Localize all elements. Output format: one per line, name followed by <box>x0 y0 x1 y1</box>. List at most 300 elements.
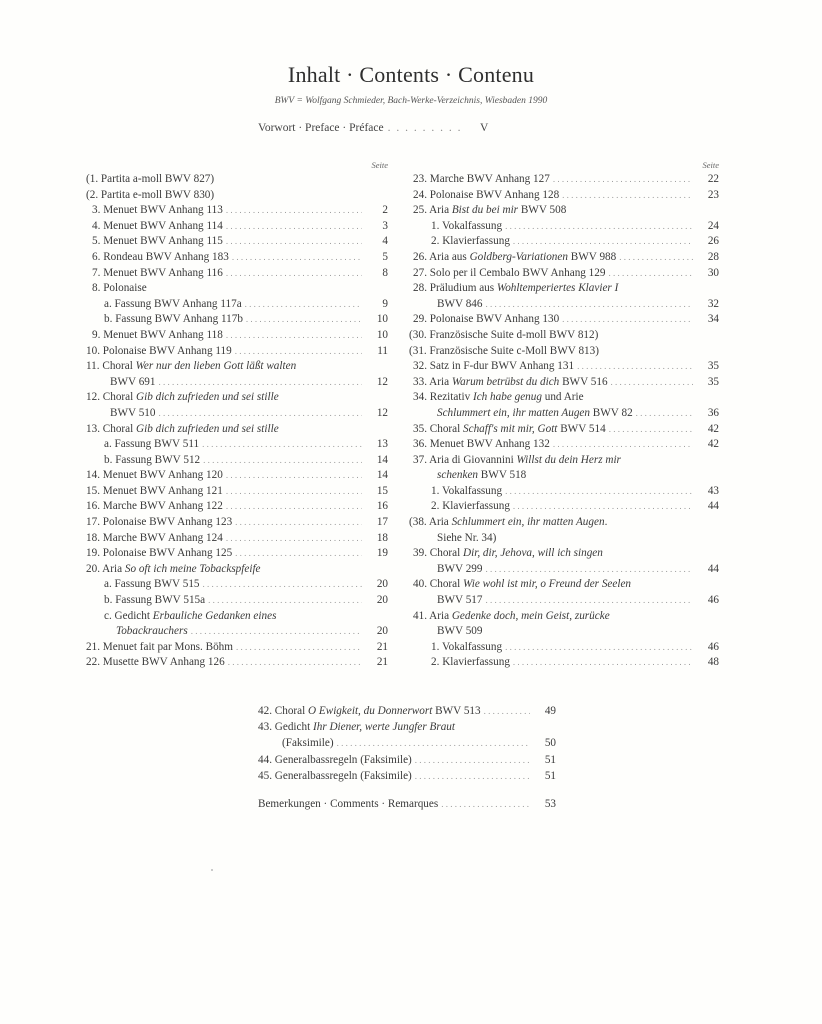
toc-entry <box>86 515 388 531</box>
toc-entry-title <box>437 624 482 640</box>
toc-entry <box>413 624 719 640</box>
entry-text: 7. Menuet BWV Anhang 116 <box>92 266 223 279</box>
page-number: 46 <box>707 594 719 607</box>
leader-dots <box>636 406 693 422</box>
toc-entry-title <box>437 297 482 313</box>
toc-entry <box>413 655 719 671</box>
leader-dots <box>232 250 362 266</box>
page-number: 12 <box>376 406 388 419</box>
leader-dots <box>226 484 362 500</box>
entry-text: 16. Marche BWV Anhang 122 <box>86 500 223 513</box>
page-number: 20 <box>376 625 388 638</box>
entry-text: 6. Rondeau BWV Anhang 183 <box>92 250 229 263</box>
toc-entry <box>86 219 388 235</box>
toc-entry-title <box>104 593 205 609</box>
entry-italic-title: So oft ich meine Tobackspfeife <box>124 562 261 575</box>
toc-entry <box>413 359 719 375</box>
leader-dots <box>485 297 693 313</box>
leader-dots <box>505 484 693 500</box>
toc-entry <box>86 344 388 360</box>
entry-text: 24. Polonaise BWV Anhang 128 <box>413 188 560 201</box>
entry-text: 21. Menuet fait par Mons. Böhm <box>86 640 233 653</box>
toc-entry-title <box>437 531 496 547</box>
entry-italic-title: Goldberg-Variationen <box>469 250 568 263</box>
page-number: 17 <box>376 516 388 529</box>
entry-text: BWV 846 <box>437 297 483 310</box>
page-number: 18 <box>376 531 388 544</box>
page-number: 34 <box>707 313 719 326</box>
leader-dots <box>505 219 693 235</box>
toc-entry <box>86 234 388 250</box>
toc-entry-title <box>86 188 214 204</box>
toc-entry <box>86 640 388 656</box>
entry-italic-title: Warum betrübst du dich <box>451 375 560 388</box>
page-number: 51 <box>544 769 556 782</box>
leader-dots <box>235 344 362 360</box>
entry-text-suffix: BWV 514 <box>557 422 606 435</box>
entry-text: 28. Präludium aus <box>413 282 497 295</box>
leader-dots <box>158 375 362 391</box>
page-number: 4 <box>382 235 388 248</box>
toc-entry <box>86 390 388 406</box>
entry-text: 45. Generalbassregeln (Faksimile) <box>258 769 412 782</box>
toc-entry-title <box>86 562 261 578</box>
page-number: 26 <box>707 235 719 248</box>
toc-entry <box>413 453 719 469</box>
entry-text: 41. Aria <box>413 609 452 622</box>
leader-dots <box>228 655 362 671</box>
toc-entry-title <box>86 172 214 188</box>
toc-entry <box>86 359 388 375</box>
entry-text: 33. Aria <box>413 375 452 388</box>
toc-entry <box>409 328 719 344</box>
toc-entry <box>413 609 719 625</box>
toc-entry <box>86 312 388 328</box>
entry-italic-title: schenken <box>437 469 478 482</box>
page-number: 44 <box>707 500 719 513</box>
entry-text: 19. Polonaise BWV Anhang 125 <box>86 547 233 560</box>
page-number: 14 <box>376 469 388 482</box>
entry-text: 8. Polonaise <box>92 282 147 295</box>
toc-entry <box>413 422 719 438</box>
entry-text-suffix: BWV 508 <box>518 204 567 217</box>
page-number: 35 <box>707 360 719 373</box>
entry-text: 9. Menuet BWV Anhang 118 <box>92 328 223 341</box>
toc-entry-title <box>92 328 223 344</box>
toc-entry <box>413 468 719 484</box>
toc-entry <box>413 577 719 593</box>
entry-text: 44. Generalbassregeln (Faksimile) <box>258 753 412 766</box>
page-number: 21 <box>376 640 388 653</box>
entry-text: 14. Menuet BWV Anhang 120 <box>86 469 223 482</box>
toc-entry-title <box>431 219 502 235</box>
toc-entry-title <box>86 515 232 531</box>
toc-entry <box>413 266 719 282</box>
entry-text: BWV 517 <box>437 594 483 607</box>
page-number: 8 <box>382 266 388 279</box>
entry-text-suffix: BWV 518 <box>478 469 527 482</box>
leader-dots <box>562 188 693 204</box>
entry-italic-title: Schlummert ein, ihr matten Augen <box>437 406 590 419</box>
toc-entry <box>86 593 388 609</box>
toc-entry <box>86 375 388 391</box>
toc-entry <box>86 281 388 297</box>
toc-entry <box>413 188 719 204</box>
toc-entry-title <box>86 344 232 360</box>
entry-italic-title: Ich habe genug <box>472 391 542 404</box>
entry-italic-title: Bist du bei mir <box>451 204 519 217</box>
toc-entry <box>86 172 388 188</box>
preface-entry <box>258 122 516 134</box>
toc-entry-title <box>104 297 242 313</box>
entry-text: 10. Polonaise BWV Anhang 119 <box>86 344 232 357</box>
toc-entry <box>409 515 719 531</box>
toc-entry <box>86 531 388 547</box>
entry-italic-title: Gedenke doch, mein Geist, zurücke <box>451 609 610 622</box>
page-column-label: Seite <box>702 160 719 170</box>
entry-text: 5. Menuet BWV Anhang 115 <box>92 235 223 248</box>
toc-entry <box>86 577 388 593</box>
toc-entry-title <box>104 453 200 469</box>
page-number: 10 <box>376 313 388 326</box>
entry-text-suffix: BWV 82 <box>589 406 633 419</box>
toc-entry <box>86 624 388 640</box>
leader-dots <box>226 468 362 484</box>
toc-entry <box>86 655 388 671</box>
toc-entry-title <box>431 484 502 500</box>
entry-text: 29. Polonaise BWV Anhang 130 <box>413 313 560 326</box>
toc-entry-title <box>116 624 188 640</box>
entry-text: (31. Französische Suite c-Moll BWV 813) <box>409 344 599 357</box>
toc-entry <box>86 609 388 625</box>
leader-dots <box>202 437 362 453</box>
toc-entry <box>86 406 388 422</box>
toc-entry-title <box>258 768 412 784</box>
toc-entry-title <box>86 640 233 656</box>
toc-entry-title <box>104 577 200 593</box>
leader-dots <box>609 422 693 438</box>
page-number: 36 <box>707 406 719 419</box>
leader-dots <box>484 703 530 719</box>
toc-entry-title <box>86 484 223 500</box>
entry-italic-title: Wer nur den lieben Gott läßt walten <box>135 360 297 373</box>
entry-text: 35. Choral <box>413 422 464 435</box>
entry-text: 39. Choral <box>413 547 464 560</box>
leader-dots <box>226 266 362 282</box>
entry-text-suffix: . <box>604 516 608 529</box>
toc-left-column <box>86 160 388 671</box>
toc-entry <box>413 375 719 391</box>
toc-entry-title <box>413 375 608 391</box>
leader-dots <box>562 312 693 328</box>
toc-entry-title <box>86 499 223 515</box>
toc-entry-title <box>431 499 510 515</box>
entry-text: 13. Choral <box>86 422 137 435</box>
page-number: 35 <box>707 375 719 388</box>
entry-text: 42. Choral <box>258 705 309 717</box>
entry-text: (Faksimile) <box>282 737 334 750</box>
toc-entry-title <box>104 312 243 328</box>
toc-entry-title <box>110 375 155 391</box>
leader-dots <box>513 499 693 515</box>
page-number: 16 <box>376 500 388 513</box>
page-number: 48 <box>707 656 719 669</box>
leader-dots <box>226 328 362 344</box>
toc-entry-title <box>92 250 229 266</box>
page-number: 14 <box>376 453 388 466</box>
leader-dots <box>337 735 530 751</box>
entry-text: Siehe Nr. 34) <box>437 531 497 544</box>
entry-text-suffix: BWV 513 <box>432 705 481 717</box>
toc-entry <box>86 328 388 344</box>
entry-text: 11. Choral <box>86 360 136 373</box>
leader-dots <box>577 359 693 375</box>
toc-entry-title <box>258 703 481 719</box>
entry-text-suffix: BWV 988 <box>567 250 617 263</box>
toc-entry <box>413 203 719 219</box>
toc-entry-title <box>413 188 559 204</box>
entry-italic-title: Tobackrauchers <box>116 625 188 638</box>
remarks-page-number: 53 <box>544 798 556 810</box>
entry-text: 12. Choral <box>86 391 137 404</box>
page-number: 30 <box>707 266 719 279</box>
leader-dots <box>226 234 362 250</box>
page-number: 23 <box>707 188 719 201</box>
leader-dots <box>208 593 362 609</box>
toc-entry-title <box>413 437 550 453</box>
entry-text: 37. Aria di Giovannini <box>413 453 517 466</box>
toc-entry-title <box>86 546 232 562</box>
toc-entry-title <box>413 203 566 219</box>
leader-dots <box>441 797 530 813</box>
entry-text: 2. Klavierfassung <box>431 235 510 248</box>
page-number: 9 <box>382 297 388 310</box>
toc-entry <box>413 172 719 188</box>
toc-entry-title <box>92 281 147 297</box>
toc-entry-title <box>92 203 223 219</box>
page-number: 42 <box>707 438 719 451</box>
leader-dots <box>608 266 693 282</box>
toc-entry <box>413 499 719 515</box>
entry-text: (38. Aria <box>409 516 452 529</box>
leader-dots <box>619 250 693 266</box>
toc-entry <box>413 593 719 609</box>
toc-entry-title <box>409 344 599 360</box>
leader-dots <box>203 453 362 469</box>
paper-speck <box>211 869 213 871</box>
entry-text: 4. Menuet BWV Anhang 114 <box>92 219 223 232</box>
leader-dots <box>245 297 362 313</box>
entry-text: 25. Aria <box>413 204 452 217</box>
toc-entry <box>413 390 719 406</box>
toc-entry-title <box>258 719 455 735</box>
toc-entry-title <box>431 640 502 656</box>
entry-text: (1. Partita a-moll BWV 827) <box>86 173 215 185</box>
leader-dots <box>415 768 530 784</box>
bwv-abbreviation-note: BWV = Wolfgang Schmieder, Bach-Werke-Verzeichnis, Wiesbaden 1990 <box>274 96 548 106</box>
toc-entry <box>258 703 556 719</box>
page-number: 19 <box>376 547 388 560</box>
entry-text: (2. Partita e-moll BWV 830) <box>86 188 215 201</box>
toc-entry <box>86 468 388 484</box>
toc-entry <box>413 640 719 656</box>
remarks-label: Bemerkungen · Comments · Remarques <box>258 798 439 810</box>
entry-text: 27. Solo per il Cembalo BWV Anhang 129 <box>413 266 606 279</box>
leader-dots <box>485 593 693 609</box>
toc-entry <box>413 281 719 297</box>
toc-entry-title <box>437 593 482 609</box>
entry-text: 43. Gedicht <box>258 721 313 734</box>
preface-label: Vorwort · Preface · Préface <box>258 122 384 134</box>
entry-italic-title: Wohltemperiertes Klavier I <box>496 282 619 295</box>
toc-entry <box>86 250 388 266</box>
page-number: 46 <box>707 640 719 653</box>
page-number: 11 <box>377 344 388 357</box>
leader-dots <box>235 515 362 531</box>
toc-entry-title <box>413 312 559 328</box>
entry-italic-title: Gib dich zufrieden und sei stille <box>136 422 279 435</box>
toc-entry <box>86 546 388 562</box>
toc-entry-title <box>437 406 633 422</box>
leader-dots <box>236 640 362 656</box>
toc-entry <box>86 188 388 204</box>
page-number: 28 <box>707 250 719 263</box>
entry-text: 17. Polonaise BWV Anhang 123 <box>86 516 233 529</box>
entry-text: 15. Menuet BWV Anhang 121 <box>86 484 223 497</box>
toc-right-column <box>409 160 719 671</box>
entry-italic-title: Willst du dein Herz mir <box>516 453 621 466</box>
page-number: 3 <box>382 219 388 232</box>
toc-entry-title <box>413 453 621 469</box>
toc-entry-title <box>92 219 223 235</box>
toc-entry <box>86 266 388 282</box>
entry-italic-title: Gib dich zufrieden und sei stille <box>136 391 279 404</box>
toc-entry <box>413 484 719 500</box>
toc-entry <box>413 312 719 328</box>
leader-dots <box>203 577 362 593</box>
page-number: 13 <box>376 438 388 451</box>
toc-entry-title <box>104 437 199 453</box>
page-number: 10 <box>376 328 388 341</box>
page-number: 15 <box>376 484 388 497</box>
toc-entry-title <box>86 359 296 375</box>
toc-entry <box>413 562 719 578</box>
entry-text: (30. Französische Suite d-moll BWV 812) <box>409 328 599 341</box>
preface-leader-dots: . . . . . . . . . <box>387 122 462 134</box>
toc-entry-title <box>86 422 279 438</box>
entry-text: 34. Rezitativ <box>413 391 473 404</box>
toc-entry <box>86 484 388 500</box>
toc-entry <box>86 297 388 313</box>
entry-text: BWV 510 <box>110 406 156 419</box>
leader-dots <box>191 624 362 640</box>
toc-entry <box>413 219 719 235</box>
entry-text: BWV 509 <box>437 625 483 638</box>
leader-dots <box>505 640 693 656</box>
toc-entry-title <box>413 266 605 282</box>
toc-entry-title <box>413 422 606 438</box>
leader-dots <box>553 437 693 453</box>
page-number: 32 <box>707 297 719 310</box>
entry-text: 3. Menuet BWV Anhang 113 <box>92 204 223 217</box>
page-number: 51 <box>544 753 556 766</box>
toc-entry <box>409 344 719 360</box>
page-number: 24 <box>707 219 719 232</box>
remarks-entry <box>258 797 556 813</box>
toc-entry <box>86 453 388 469</box>
toc-entry <box>413 297 719 313</box>
leader-dots <box>611 375 693 391</box>
page-number: 21 <box>376 656 388 669</box>
toc-entry-title <box>409 515 607 531</box>
entry-text: BWV 691 <box>110 375 156 388</box>
toc-entry <box>413 546 719 562</box>
toc-entry <box>413 234 719 250</box>
entry-text: 40. Choral <box>413 578 464 591</box>
toc-entry-title <box>437 468 526 484</box>
entry-italic-title: Ihr Diener, werte Jungfer Braut <box>313 721 455 734</box>
entry-text: 36. Menuet BWV Anhang 132 <box>413 438 550 451</box>
entry-text: 18. Marche BWV Anhang 124 <box>86 531 223 544</box>
entry-italic-title: Schaff's mit mir, Gott <box>463 422 558 435</box>
entry-italic-title: Schlummert ein, ihr matten Augen <box>451 516 605 529</box>
toc-entry-title <box>413 172 550 188</box>
entry-text: 20. Aria <box>86 562 125 575</box>
leader-dots <box>415 752 530 768</box>
entry-text: b. Fassung BWV Anhang 117b <box>104 313 243 326</box>
entry-text: 26. Aria aus <box>413 250 470 263</box>
entry-text-suffix: BWV 516 <box>559 375 608 388</box>
entry-italic-title: O Ewigkeit, du Donnerwort <box>308 705 433 717</box>
toc-entry-title <box>413 359 574 375</box>
entry-text: 2. Klavierfassung <box>431 656 510 669</box>
leader-dots <box>553 172 693 188</box>
entry-text: b. Fassung BWV 512 <box>104 453 201 466</box>
toc-entry <box>413 531 719 547</box>
leader-dots <box>226 203 362 219</box>
toc-entry-title <box>92 234 223 250</box>
leader-dots <box>158 406 362 422</box>
toc-entry <box>258 719 556 735</box>
toc-entry-title <box>110 406 155 422</box>
toc-entry-title <box>413 281 618 297</box>
page-number: 43 <box>707 484 719 497</box>
toc-entry-title <box>413 390 584 406</box>
page-number: 44 <box>707 562 719 575</box>
toc-entry <box>86 499 388 515</box>
toc-entry <box>86 203 388 219</box>
entry-text: 1. Vokalfassung <box>431 640 503 653</box>
toc-entry-title <box>413 577 631 593</box>
toc-entry <box>258 735 556 751</box>
toc-entry <box>413 406 719 422</box>
toc-entry-title <box>413 609 610 625</box>
entry-italic-title: Dir, dir, Jehova, will ich singen <box>463 547 603 560</box>
leader-dots <box>226 531 362 547</box>
page-number: 42 <box>707 422 719 435</box>
toc-entry <box>86 437 388 453</box>
entry-text: c. Gedicht <box>104 609 153 622</box>
toc-entry-title <box>92 266 223 282</box>
page-number: 2 <box>382 204 388 217</box>
page-number: 49 <box>544 705 556 717</box>
toc-entry <box>86 562 388 578</box>
toc-entry-title <box>282 735 334 751</box>
leader-dots <box>246 312 362 328</box>
toc-entry <box>413 250 719 266</box>
toc-entry-title <box>86 390 279 406</box>
page-number: 20 <box>376 578 388 591</box>
